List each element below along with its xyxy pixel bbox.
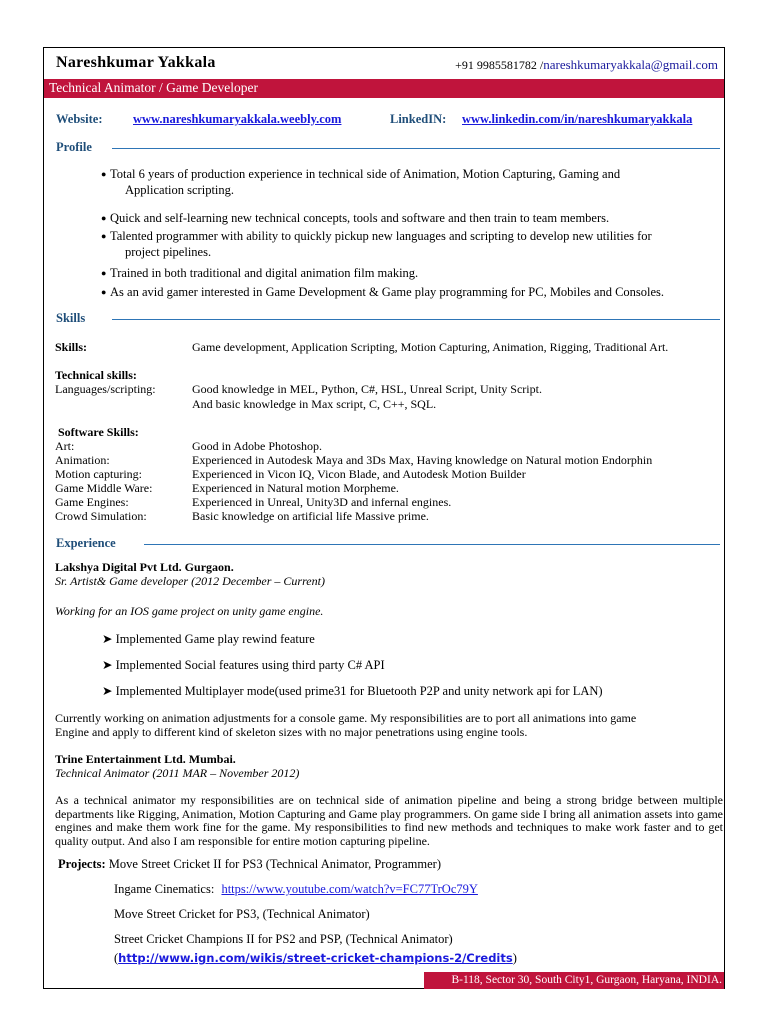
youtube-link[interactable]: https://www.youtube.com/watch?v=FC77TrOc79Y (221, 882, 478, 896)
software-label-crowd: Crowd Simulation: (55, 509, 147, 523)
software-value-mocap: Experienced in Vicon IQ, Vicon Blade, and Autodesk Motion Builder (192, 467, 526, 481)
job1-item-3: ➤ Implemented Multiplayer mode(used prime31 for Bluetooth P2P and unity network api for LAN) (102, 684, 603, 698)
skills-value: Game development, Application Scripting, Motion Capturing, Animation, Rigging, Traditional Art. (192, 340, 669, 354)
software-label-art: Art: (55, 439, 75, 453)
languages-value-2: And basic knowledge in Max script, C, C++, SQL. (192, 397, 437, 411)
job1-summary: Working for an IOS game project on unity game engine. (55, 604, 324, 618)
job1-item-2: ➤ Implemented Social features using third party C# API (102, 658, 385, 672)
linkedin-link[interactable]: www.linkedin.com/in/nareshkumaryakkala (462, 112, 693, 126)
job2-company: Trine Entertainment Ltd. Mumbai. (55, 752, 236, 766)
profile-heading: Profile (56, 140, 92, 154)
software-value-animation: Experienced in Autodesk Maya and 3Ds Max, Having knowledge on Natural motion Endorphin (192, 453, 653, 467)
software-value-engines: Experienced in Unreal, Unity3D and infernal engines. (192, 495, 452, 509)
email-address[interactable]: nareshkumaryakkala@gmail.com (543, 57, 718, 72)
languages-value-1: Good knowledge in MEL, Python, C#, HSL, Unreal Script, Unity Script. (192, 382, 542, 396)
website-label: Website: (56, 112, 103, 126)
arrow-bullet-icon: ➤ (102, 684, 113, 698)
profile-bullet-4: ● Trained in both traditional and digital animation film making. (101, 266, 419, 280)
technical-skills-heading: Technical skills: (55, 368, 137, 382)
software-value-middleware: Experienced in Natural motion Morpheme. (192, 481, 399, 495)
ign-credits: (http://www.ign.com/wikis/street-cricket-champions-2/Credits) (114, 951, 517, 965)
skills-rule (112, 319, 720, 320)
software-label-engines: Game Engines: (55, 495, 129, 509)
profile-bullet-1: ● Total 6 years of production experience in technical side of Animation, Motion Capturing, Gaming and Application scripting. (101, 167, 621, 197)
footer-address: B-118, Sector 30, South City1, Gurgaon, Haryana, INDIA. (451, 974, 722, 986)
job1-current-line-1: Currently working on animation adjustments for a console game. My responsibilities are to port all animations into game (55, 711, 637, 725)
website-link[interactable]: www.nareshkumaryakkala.weebly.com (133, 112, 342, 126)
footer-bar (424, 972, 724, 989)
projects-label: Projects: (58, 857, 106, 871)
job1-company: Lakshya Digital Pvt Ltd. Gurgaon. (55, 560, 234, 574)
title-bar (44, 79, 724, 98)
arrow-bullet-icon: ➤ (102, 658, 113, 672)
profile-bullet-2: ● Quick and self-learning new technical concepts, tools and software and then train to team members. (101, 211, 610, 225)
software-value-crowd: Basic knowledge on artificial life Massive prime. (192, 509, 429, 523)
project-3: Street Cricket Champions II for PS2 and PSP, (Technical Animator) (114, 932, 453, 946)
candidate-name: Nareshkumar Yakkala (56, 54, 216, 71)
phone-number: +91 9985581782 / (455, 58, 544, 72)
ign-link[interactable]: http://www.ign.com/wikis/street-cricket-champions-2/Credits (118, 951, 513, 965)
project-2: Move Street Cricket for PS3, (Technical Animator) (114, 907, 370, 921)
languages-label: Languages/scripting: (55, 382, 156, 396)
job2-role: Technical Animator (2011 MAR – November 2012) (55, 766, 300, 780)
job1-item-1: ➤ Implemented Game play rewind feature (102, 632, 315, 646)
software-value-art: Good in Adobe Photoshop. (192, 439, 323, 453)
software-skills-heading: Software Skills: (58, 425, 139, 439)
project-1: Projects: Move Street Cricket II for PS3 (Technical Animator, Programmer) (58, 857, 441, 871)
linkedin-link-wrap (462, 112, 692, 127)
profile-bullet-5: ● As an avid gamer interested in Game Development & Game play programming for PC, Mobiles and Consoles. (101, 285, 665, 299)
resume-page (43, 47, 725, 989)
website-link-wrap (133, 112, 341, 127)
profile-rule (112, 148, 720, 149)
software-label-mocap: Motion capturing: (55, 467, 142, 481)
linkedin-label: LinkedIN: (390, 112, 447, 126)
job1-current-line-2: Engine and apply to different kind of skeleton sizes with no major penetrations using engine tools. (55, 725, 528, 739)
job1-role: Sr. Artist& Game developer (2012 December – Current) (55, 574, 325, 588)
profile-bullet-3: ● Talented programmer with ability to quickly pickup new languages and scripting to develop new utilities for project pipelines. (101, 229, 652, 259)
software-label-middleware: Game Middle Ware: (55, 481, 153, 495)
contact-info (455, 57, 718, 73)
job2-description: As a technical animator my responsibilities are on technical side of animation pipeline and being a strong bridge between multiple departments like Rigging, Animation, Motion Capturing and Game play programmers. On game side I bring all animation assets into game engines and make them work fine for the game. My responsibilities to find new methods and techniques to make work faster and to get quality output. And also I am responsible for entire motion capturing pipeline. (55, 793, 723, 848)
job-title: Technical Animator / Game Developer (49, 80, 258, 95)
arrow-bullet-icon: ➤ (102, 632, 113, 646)
skills-heading: Skills (56, 311, 86, 325)
experience-rule (144, 544, 720, 545)
skills-label: Skills: (55, 340, 88, 354)
ingame-cinematics: Ingame Cinematics: https://www.youtube.com/watch?v=FC77TrOc79Y (114, 882, 478, 896)
experience-heading: Experience (56, 536, 116, 550)
software-label-animation: Animation: (55, 453, 110, 467)
